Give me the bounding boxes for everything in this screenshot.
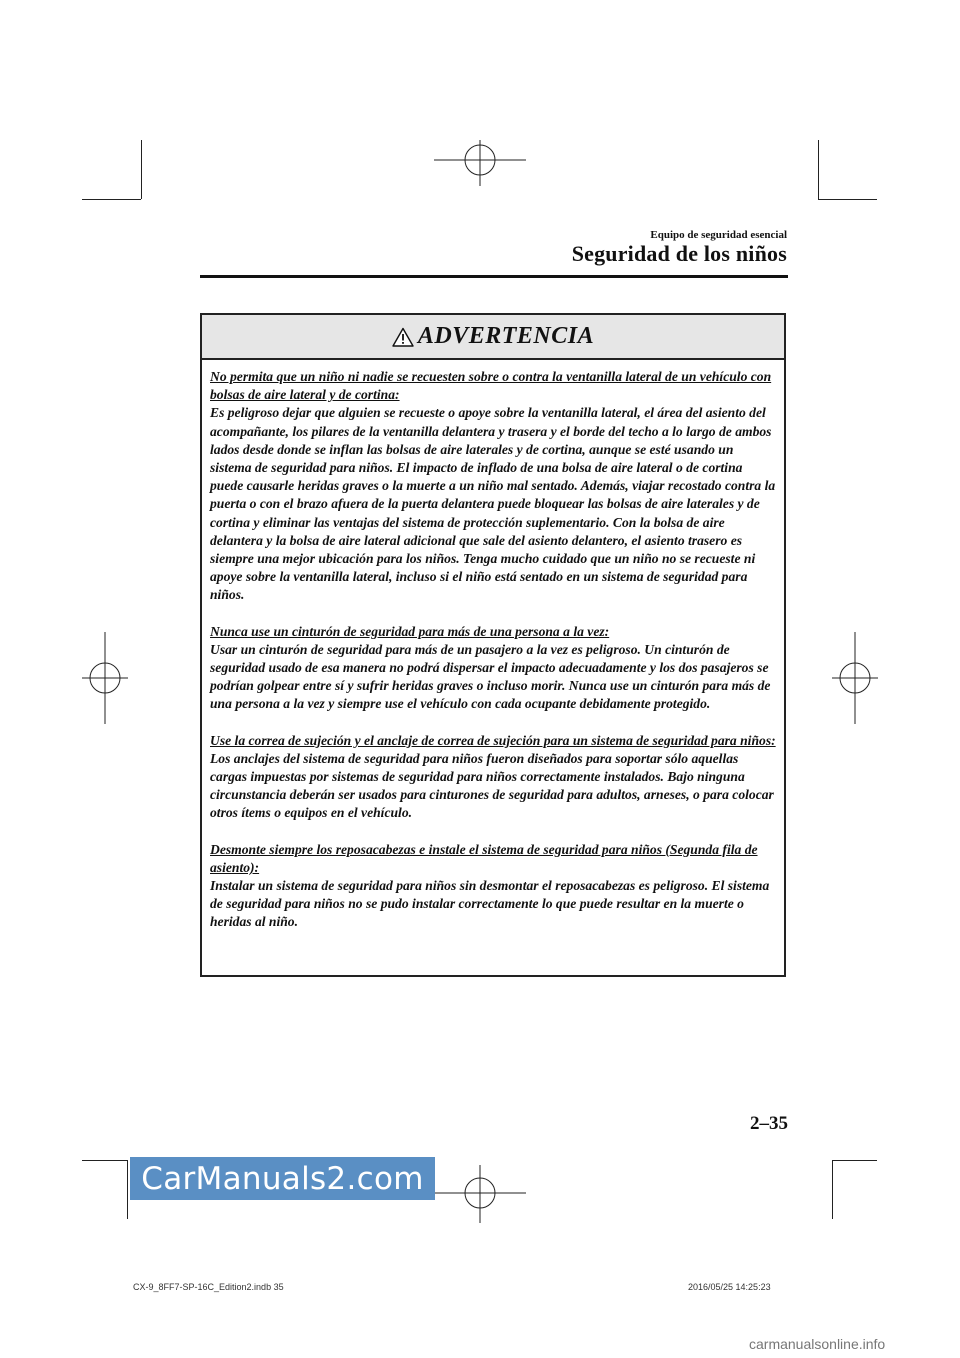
registration-mark-icon	[434, 1165, 526, 1223]
warning-heading: Use la correa de sujeción y el anclaje de correa de sujeción para un sistema de seguridad para niños:	[210, 732, 776, 748]
file-info: CX-9_8FF7-SP-16C_Edition2.indb 35	[133, 1282, 284, 1292]
warning-heading: Desmonte siempre los reposacabezas e instale el sistema de seguridad para niños (Segunda fila de asiento):	[210, 841, 758, 875]
warning-heading: No permita que un niño ni nadie se recuesten sobre o contra la ventanilla lateral de un vehículo con bolsas de aire lateral y de cortina:	[210, 369, 772, 403]
warning-title: ADVERTENCIA	[417, 323, 595, 349]
warning-body	[202, 360, 784, 932]
section-subtitle: Equipo de seguridad esencial	[650, 229, 787, 241]
page-title: Seguridad de los niños	[571, 241, 787, 266]
crop-mark	[818, 199, 877, 200]
registration-mark-icon	[832, 632, 878, 724]
warning-paragraph	[210, 841, 776, 932]
site-watermark: carmanualsonline.info	[749, 1336, 886, 1352]
page-number: 2–35	[750, 1113, 788, 1134]
warning-paragraph	[210, 732, 776, 823]
warning-box	[200, 313, 786, 977]
warning-text: Instalar un sistema de seguridad para niños sin desmontar el reposacabezas es peligroso. El sistema de seguridad para niños no se pudo instalar correctamente lo que puede resultar en la muerte o heridas al niño.	[210, 878, 770, 930]
crop-mark	[82, 199, 141, 200]
registration-mark-icon	[434, 140, 526, 186]
header-divider	[200, 275, 788, 278]
crop-mark	[141, 140, 142, 199]
crop-mark	[818, 140, 819, 199]
crop-mark	[832, 1160, 877, 1161]
warning-paragraph	[210, 623, 776, 714]
warning-heading: Nunca use un cinturón de seguridad para más de una persona a la vez:	[210, 623, 610, 639]
crop-mark	[82, 1160, 127, 1161]
warning-text: Los anclajes del sistema de seguridad para niños fueron diseñados para soportar sólo aquellas cargas impuestas por sistemas de seguridad para niños correctamente instalados. Bajo ninguna circunstancia deberán ser usados para cinturones de seguridad para adultos, arneses, o para colocar otros ítems o equipos en el vehículo.	[210, 750, 774, 821]
warning-header	[202, 315, 784, 360]
watermark-link[interactable]: CarManuals2.com	[130, 1157, 435, 1200]
crop-mark	[127, 1160, 128, 1219]
warning-paragraph	[210, 368, 776, 605]
warning-triangle-icon	[392, 327, 414, 347]
timestamp: 2016/05/25 14:25:23	[688, 1282, 771, 1292]
warning-text: Usar un cinturón de seguridad para más de un pasajero a la vez es peligroso. Un cinturón de seguridad usado de esa manera no podrá dispersar el impacto adecuadamente y los dos pasajeros se podrían golpear entre sí y sufrir heridas graves o incluso morir. Nunca use un cinturón para más de una persona a la vez y siempre use el vehículo con cada ocupante debidamente protegido.	[210, 641, 771, 712]
registration-mark-icon	[82, 632, 128, 724]
warning-text: Es peligroso dejar que alguien se recueste o apoye sobre la ventanilla lateral, el área del asiento del acompañante, los pilares de la ventanilla delantera y trasera y el borde del techo a lo largo de ambos lados desde donde se inflan las bolsas de aire laterales y de cortina, aunque se esté usando un sistema de seguridad para niños. El impacto de inflado de una bolsa de aire lateral o de cortina puede causarle heridas graves o la muerte a un niño mal sentado. Además, viajar recostado contra la puerta o con el brazo afuera de la puerta delantera puede bloquear las bolsas de aire laterales y de cortina y eliminar las ventajas del sistema de protección suplementario. Con la bolsa de aire delantera y la bolsa de aire lateral adicional que sale del asiento delantero, el asiento trasero es siempre una mejor ubicación para los niños. Tenga mucho cuidado que un niño no se recueste ni apoye sobre la ventanilla lateral, incluso si el niño está sentado en un sistema de seguridad para niños.	[210, 405, 776, 603]
crop-mark	[832, 1160, 833, 1219]
